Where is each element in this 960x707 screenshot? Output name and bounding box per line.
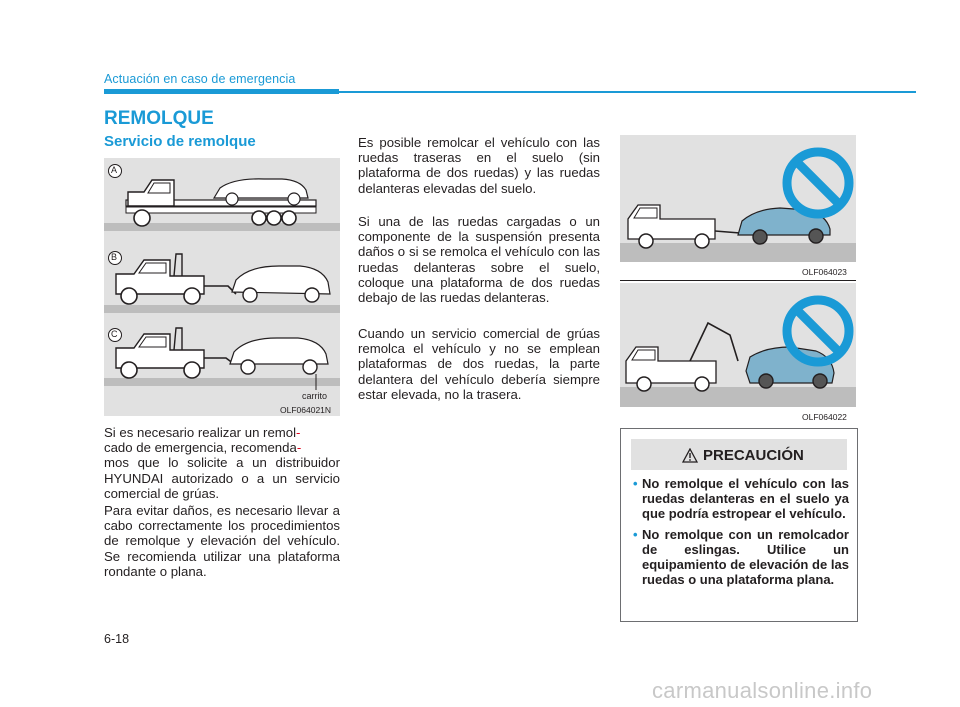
sling-tow-truck-illustration	[626, 323, 738, 391]
middle-paragraph-1: Es posible remolcar el vehículo con las ruedas traseras en el suelo (sin plataforma de dos ruedas) y las ruedas delanteras elevadas del suelo.	[358, 135, 600, 196]
caution-box	[620, 428, 858, 622]
caution-item-text: No remolque con un remolcador de eslingas. Utilice un equipamiento de elevación de las ruedas o una plataforma plana.	[642, 526, 849, 588]
wheel-lift-truck-illustration-c	[104, 328, 340, 390]
figure-label-a: A	[111, 165, 118, 175]
prohibition-icon	[787, 152, 849, 214]
left-p1-part1: Si es necesario realizar un remol	[104, 425, 297, 440]
caution-item-text: No remolque el vehículo con las ruedas delanteras en el suelo ya que podría estropear el vehículo.	[642, 476, 849, 522]
page-number: 6-18	[104, 632, 130, 646]
section-rule	[104, 91, 916, 93]
prohibited-towing-figure-2	[620, 283, 856, 407]
left-paragraph-2: Para evitar daños, es necesario llevar a cabo correctamente los procedimientos de remolque y elevación del vehículo. Se recomienda utilizar una plataforma rondante o plana.	[104, 503, 340, 579]
section-header-label: Actuación en caso de emergencia	[104, 72, 296, 86]
figure-label-b: B	[111, 252, 118, 262]
hyphen-mark: -	[296, 425, 301, 440]
middle-paragraph-2: Si una de las ruedas cargadas o un componente de la suspensión presenta daños o si se remolca el vehículo con las ruedas delanteras sobre el suelo, coloque una plataforma de dos ruedas debajo de las ruedas delanteras.	[358, 214, 600, 306]
middle-paragraph-3: Cuando un servicio comercial de grúas remolca el vehículo y no se emplean plataformas de dos ruedas, la parte delantera del vehículo debería siempre estar elevada, no la trasera.	[358, 326, 600, 402]
prohibited-towing-figure-1	[620, 135, 856, 262]
left-paragraph-1	[104, 425, 340, 501]
wheel-lift-truck-illustration-b	[104, 254, 340, 313]
flatbed-truck-illustration	[104, 179, 340, 231]
caution-title: PRECAUCIÓN	[703, 447, 804, 464]
bullet-icon: •	[633, 476, 638, 491]
left-figure-code: OLF064021N	[280, 405, 332, 415]
warning-triangle-icon	[682, 448, 698, 463]
hyphen-mark-2: -	[296, 440, 302, 456]
dolly-label: carrito	[302, 391, 328, 401]
bullet-icon: •	[633, 526, 638, 542]
caution-list	[633, 476, 849, 592]
left-p1-line2: cado de emergencia, recomenda	[104, 440, 297, 456]
main-heading: REMOLQUE	[104, 108, 214, 129]
caution-item	[633, 476, 849, 522]
figure-divider	[620, 280, 856, 281]
site-watermark: carmanualsonline.info	[652, 678, 873, 703]
right-figure-1-code: OLF064023	[802, 267, 847, 277]
towing-methods-figure	[104, 158, 340, 416]
pickup-tow-truck-illustration	[628, 205, 740, 248]
caution-header	[631, 439, 847, 470]
sub-heading: Servicio de remolque	[104, 133, 256, 150]
figure-label-c: C	[111, 329, 118, 339]
lifted-car-illustration	[746, 347, 834, 388]
right-figure-2-code: OLF064022	[802, 412, 847, 422]
caution-item	[633, 527, 849, 588]
left-p1-rest: mos que lo solicite a un distribuidor HYUNDAI autorizado o a un servicio comercial de grúas.	[104, 455, 340, 501]
